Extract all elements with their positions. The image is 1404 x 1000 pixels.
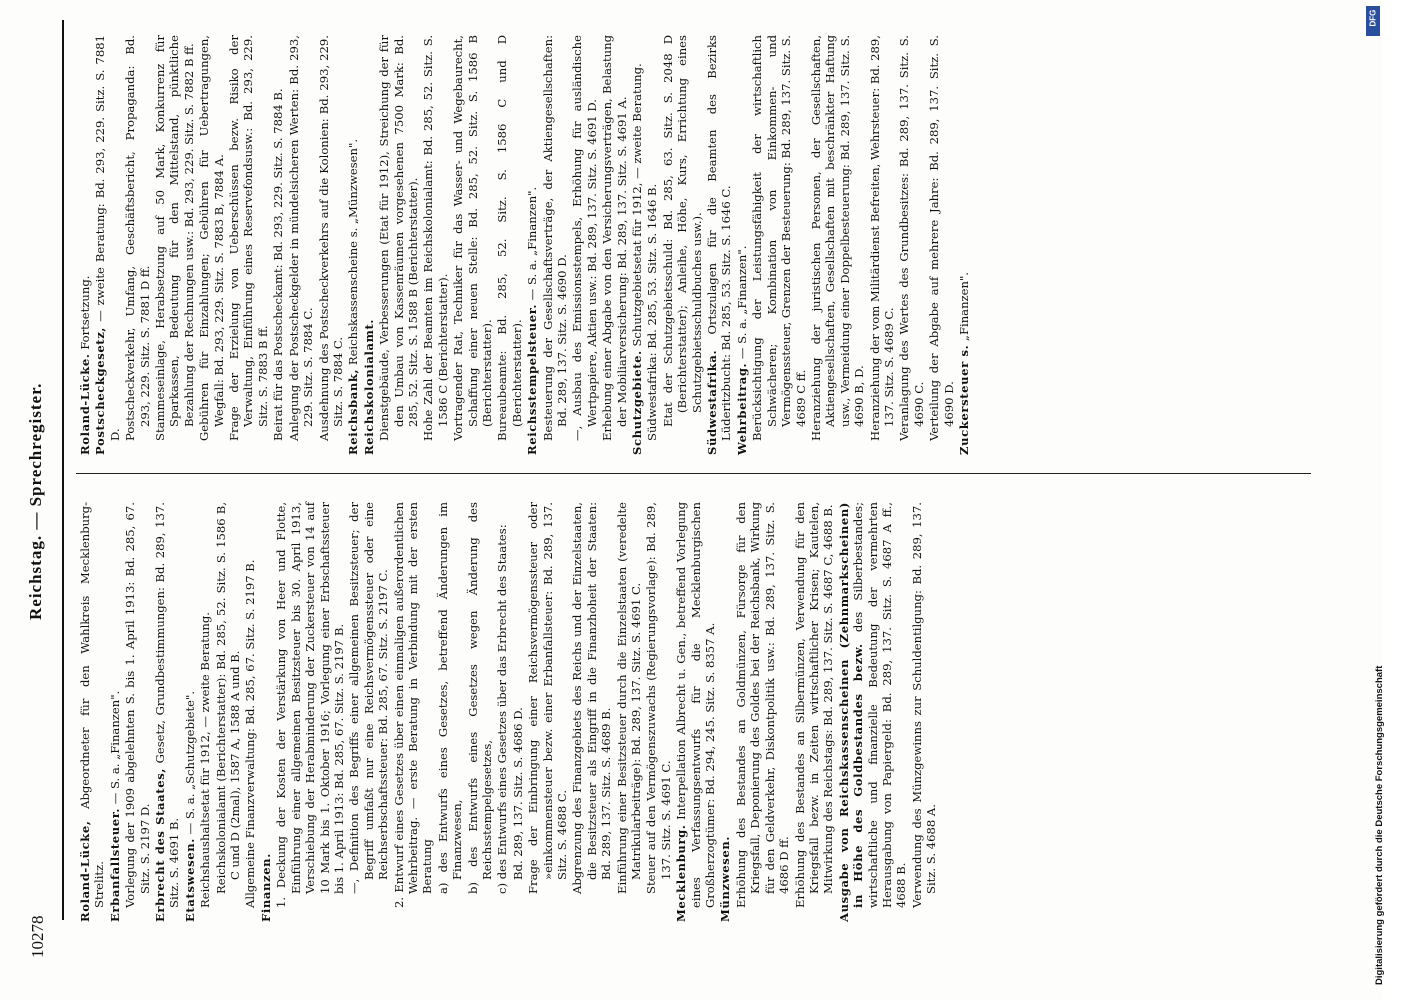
entry-keyword: Münzwesen. — [718, 835, 733, 922]
index-entry: 1. Deckung der Kosten der Verstärkung von Heer und Flotte, Einführung einer allgemeinen Besitzsteuer bis 30. April 1913, Verschiebung der Herabminderung der Zuckersteuer von 14 auf 10 Mark bis 1. Oktober 1916; Vorlegung einer Erbschaftssteuer bis 1. April 1913: Bd. 285, 67. Sitz. S. 2197 B. — [274, 502, 346, 908]
index-entry: c) des Entwurfs eines Gesetzes über das Erbrecht des Staates: — [495, 524, 510, 894]
index-entry: Frage der Erzielung von Ueberschüssen bezw. Risiko der Verwaltung, Einführung eines Reservefondsusw.: Bd. 293, 229. Sitz. S. 7883 B ff. — [227, 35, 270, 441]
entry-keyword: Reichsstempelsteuer. — [525, 304, 540, 455]
index-entry: —, Ausbau des Emissionsstempels, Erhöhung für ausländische Wertpapiere, Aktien usw.: Bd. 289, 137. Sitz. S. 4691 D. — [570, 35, 599, 441]
index-entry: Verteilung der Abgabe auf mehrere Jahre: Bd. 289, 137. Sitz. S. 4690 D. — [927, 35, 956, 441]
entry-keyword: Schutzgebiete. — [630, 350, 645, 455]
index-entry: Abgrenzung des Finanzgebiets des Reichs und der Einzelstaaten, die Besitzsteuer als Eingriff in die Finanzhoheit der Staaten: Bd. 289, 137. Sitz. S. 4689 B. — [570, 502, 614, 894]
index-entry: Roland-Lücke, Abgeordneter für den Wahlkreis Mecklenburg-Strelitz. — [78, 502, 107, 922]
entry-keyword: Südwestafrika. — [705, 349, 720, 455]
index-entry: Erhöhung des Bestandes an Silbermünzen, Verwendung für den Kriegsfall bezw. in Zeiten wirtschaftlicher Krisen; Kautelen, Mitwirkung des Reichstags: Bd. 289, 137. Sitz. S. 4687 C, 4688 B. — [792, 502, 836, 908]
index-entry: Etatswesen. — S. a. „Schutzgebiete". — [182, 690, 197, 922]
index-entry: Dienstgebäude, Verbesserungen (Etat für 1912), Streichung der für den Umbau von Kassenräumen vorgesehenen 7500 Mark: Bd. 285, 52. Sitz. S. 1588 B (Berichterstatter). — [377, 35, 420, 441]
index-entry: —, Definition des Begriffs einer allgemeinen Besitzsteuer; der Begriff umfaßt nur eine Reichsvermögenssteuer oder eine Reichserbschaftssteuer: Bd. 285, 67. Sitz. S. 2197 C. — [347, 502, 391, 894]
entry-keyword: Ausgabe von Reichskassenscheinen (Zehnmarkscheinen) in Höhe des Goldbestandes bezw. — [836, 502, 866, 922]
entry-keyword: Postscheckgesetz, — [93, 326, 108, 455]
sidebar-credit — [1352, 10, 1385, 995]
index-entry: b) des Entwurfs eines Gesetzes wegen Änderung des Reichsstempelgesetzes, — [465, 502, 494, 894]
index-entry: 2. Entwurf eines Gesetzes über einen einmaligen außerordentlichen Wehrbeitrag. — erste Beratung in Verbindung mit der ersten Beratung — [391, 502, 435, 908]
running-title: Reichstag. — Sprechregister. — [26, 382, 45, 620]
entry-keyword: Etatswesen. — [182, 838, 197, 922]
index-entry: Ausdehnung des Postscheckverkehrs auf die Kolonien: Bd. 293, 229. Sitz. S. 7884 C. — [316, 35, 345, 441]
index-entry: Bd. 289, 137. Sitz. S. 4686 D. — [510, 707, 525, 880]
index-entry: a) des Entwurfs eines Gesetzes, betreffend Änderungen im Finanzwesen, — [435, 502, 465, 894]
index-entry: Heranziehung der vom Militärdienst Befreiten, Wehrsteuer: Bd. 289, 137. Sitz. S. 4689 C. — [867, 35, 896, 441]
entry-keyword: Erbrecht des Staates, — [153, 768, 168, 922]
index-entry: Veranlagung des Wertes des Grundbesitzes: Bd. 289, 137. Sitz. S. 4690 C. — [897, 35, 926, 441]
index-entry: Erhebung einer Abgabe von den Versicherungsverträgen, Belastung der Mobiliarversicherung: Bd. 289, 137. Sitz. S. 4691 A. — [600, 35, 629, 441]
index-entry: Schutzgebiete. Schutzgebietsetat für 1912, — zweite Beratung. — [630, 63, 645, 455]
entry-keyword: Finanzen. — [258, 853, 273, 922]
index-entry — [259, 502, 273, 922]
index-entry — [718, 502, 732, 922]
index-entry: Reichsbank, Reichskassenscheine s. „Münzwesen". — [346, 138, 361, 455]
index-entry: Reichsstempelsteuer. — S. a. „Finanzen". — [525, 186, 540, 455]
index-entry: Frage der Einbringung einer Reichsvermögenssteuer oder »einkommensteuer bezw. einer Erbanfallsteuer: Bd. 289, 137. Sitz. S. 4688 C. — [526, 502, 569, 894]
index-entry: Etat der Schutzgebietsschuld: Bd. 285, 63. Sitz. S. 2048 D (Berichterstatter); Anleihe, Höhe, Kurs, Errichtung eines Schutzgebietsschuldbuches usw.). — [660, 35, 704, 427]
index-entry: Verwendung des Münzgewinns zur Schuldentilgung: Bd. 289, 137. Sitz. S. 4688 A. — [909, 502, 939, 908]
header-rule — [62, 20, 64, 920]
index-entry: Allgemeine Finanzverwaltung: Bd. 285, 67. Sitz. S. 2197 B. — [243, 559, 258, 908]
page-header — [0, 0, 70, 1000]
index-entry: Hohe Zahl der Beamten im Reichskolonialamt: Bd. 285, 52. Sitz. S. 1586 C (Berichterstatter). — [421, 35, 450, 441]
index-entry: Stammeseinlage, Herabsetzung auf 50 Mark, Konkurrenz für Sparkassen, Bedeutung für den Mittelstand, pünktliche Bezahlung der Rechnungen usw.: Bd. 293, 229. Sitz. S. 7882 B ff. — [153, 35, 196, 441]
index-entry: Beirat für das Postscheckamt: Bd. 293, 229. Sitz. S. 7884 B. — [271, 88, 286, 441]
index-entry: Steuer auf den Vermögenszuwachs (Regierungsvorlage): Bd. 289, 137. Sitz. S. 4691 C. — [644, 502, 673, 894]
index-entry: Südwestafrika: Bd. 285, 53. Sitz. S. 1646 B. — [645, 183, 660, 441]
dfg-logo-text: DFG — [1368, 9, 1378, 27]
entry-keyword: Reichskolonialamt. — [361, 318, 376, 455]
page-number: 10278 — [28, 915, 47, 958]
index-entry: Vortragender Rat, Techniker für das Wasser- und Wegebaurecht, Schaffung einer neuen Stelle: Bd. 285, 52. Sitz. S. 1586 B (Berichterstatter). — [451, 35, 494, 441]
index-entry: Anlegung der Postscheckgelder in mündelsicheren Werten: Bd. 293, 229. Sitz. S. 7884 C. — [286, 35, 316, 441]
index-entry: Postscheckverkehr, Umfang, Geschäftsbericht, Propaganda: Bd. 293, 229. Sitz. S. 7881 D ff. — [123, 35, 152, 441]
index-entry: Vorlegung der 1909 abgelehnten S. bis 1. April 1913: Bd. 285, 67. Sitz. S. 2197 D. — [123, 502, 152, 908]
index-entry: Berücksichtigung der Leistungsfähigkeit der wirtschaftlich Schwächeren; Kombination von Einkommen- und Vermögenssteuer, Grenzen der Besteuerung: Bd. 289, 137. Sitz. S. 4689 C ff. — [750, 35, 808, 441]
entry-keyword: Zuckersteuer s. — [956, 344, 971, 455]
index-entry: Roland-Lücke. Fortsetzung. — [78, 275, 92, 455]
index-entry: Wehrbeitrag. — S. a. „Finanzen". — [734, 245, 749, 455]
dfg-logo — [1366, 6, 1380, 36]
entry-keyword: Reichsbank, — [346, 368, 361, 455]
entry-keyword: Wehrbeitrag. — [734, 362, 749, 455]
credit-text: Digitalisierung gefördert durch die Deutsche Forschungsgemeinschaft — [1374, 665, 1385, 985]
index-entry: Bureaubeamte: Bd. 285, 52. Sitz. S. 1586 C und D (Berichterstatter). — [495, 35, 524, 441]
right-column — [78, 35, 972, 455]
index-entry: Zuckersteuer s. „Finanzen". — [956, 272, 971, 455]
index-entry: Mecklenburg. Interpellation Albrecht u. Gen., betreffend Vorlegung eines Verfassungsentwurfs für die Mecklenburgischen Großherzogtümer: Bd. 294, 245. Sitz. S. 8357 A. — [674, 502, 718, 922]
index-entry: Einführung einer Besitzsteuer durch die Einzelstaaten (veredelte Matrikularbeiträge): Bd. 289, 137. Sitz. S. 4691 C. — [614, 502, 644, 894]
index-entry: Erbrecht des Staates, Gesetz, Grundbestimmungen: Bd. 289, 137. Sitz. S. 4691 B. — [153, 502, 182, 922]
entry-keyword: Roland-Lücke, — [78, 820, 92, 922]
index-entry: Reichshaushaltsetat für 1912, — zweite Beratung. — [198, 612, 213, 908]
index-entry: Reichskolonialamt (Berichterstatter): Bd. 285, 52. Sitz. S. 1586 B, C und D (2mal), 1587 A, 1588 A und B. — [213, 502, 243, 894]
index-entry — [362, 35, 376, 455]
entry-keyword: Roland-Lücke. — [78, 353, 92, 455]
entry-keyword: Mecklenburg. — [674, 824, 689, 922]
index-entry: Postscheckgesetz, — zweite Beratung: Bd. 293, 229. Sitz. S. 7881 D. — [93, 35, 122, 455]
index-entry: Erbanfallsteuer. — S. a. „Finanzen". — [107, 690, 122, 922]
column-divider — [76, 473, 1311, 474]
index-entry: Gebühren für Einzahlungen; Gebühren für Uebertragungen, Wegfall: Bd. 293, 229. Sitz. S. 7883 B, 7884 A. — [197, 35, 226, 441]
index-entry: Besteuerung der Gesellschaftsverträge, der Aktiengesellschaften: Bd. 289, 137. Sitz. S. 4690 D. — [540, 35, 569, 441]
index-entry: Erhöhung des Bestandes an Goldmünzen, Fürsorge für den Kriegsfall, Deponierung des Goldes bei der Reichsbank, Wirkung für den Geldverkehr, Diskontpolitik usw.: Bd. 289, 137. Sitz. S. 4686 D ff. — [733, 502, 792, 908]
left-column — [78, 502, 940, 922]
index-entry: Ausgabe von Reichskassenscheinen (Zehnmarkscheinen) in Höhe des Goldbestandes bezw. des Silberbestandes; wirtschaftliche und finanzielle Bedeutung der vermehrten Herausgabung von Papiergeld: Bd. 289, 137. Sitz. S. 4687 A ff., 4688 B. — [836, 502, 909, 922]
index-entry: Südwestafrika. Ortszulagen für die Beamten des Bezirks Lüderitzbucht: Bd. 285, 53. Sitz. S. 1646 C. — [705, 35, 734, 455]
index-entry: Heranziehung der juristischen Personen, der Gesellschaften, Aktiengesellschaften, Gesellschaften mit beschränkter Haftung usw., Vermeidung einer Doppelbesteuerung: Bd. 289, 137. Sitz. S. 4690 B, D. — [808, 35, 867, 441]
entry-keyword: Erbanfallsteuer. — [107, 807, 122, 922]
